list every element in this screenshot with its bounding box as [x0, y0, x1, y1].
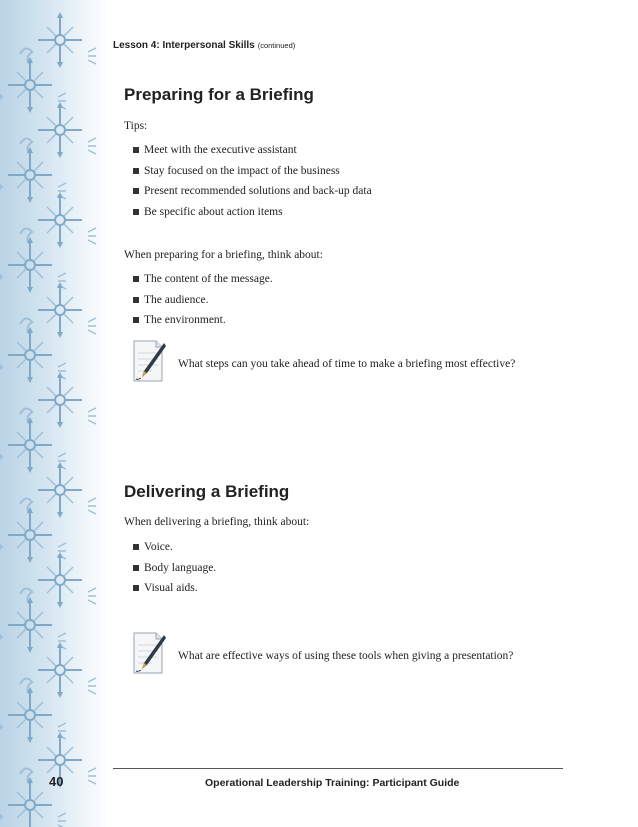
- footer-title: Operational Leadership Training: Participant Guide: [205, 777, 460, 789]
- list-item: The environment.: [133, 313, 273, 334]
- delivering-list: [133, 540, 216, 602]
- lesson-title: Lesson 4: Interpersonal Skills: [113, 40, 255, 51]
- list-item: Voice.: [133, 540, 216, 561]
- list-item: The audience.: [133, 293, 273, 314]
- section-title-preparing: Preparing for a Briefing: [124, 85, 314, 104]
- footer-divider: [113, 768, 563, 769]
- list-item: The content of the message.: [133, 272, 273, 293]
- pen-and-paper-icon: [132, 339, 166, 383]
- tips-list: [133, 143, 372, 225]
- list-item: Be specific about action items: [133, 205, 372, 226]
- section-title-delivering: Delivering a Briefing: [124, 482, 290, 501]
- prep-list: [133, 272, 273, 334]
- list-item: Meet with the executive assistant: [133, 143, 372, 164]
- tips-label: Tips:: [124, 120, 148, 132]
- reflection-note: [132, 339, 572, 387]
- compass-motif-icon: [0, 0, 110, 827]
- list-item: Body language.: [133, 561, 216, 582]
- prep-intro: When preparing for a briefing, think about:: [124, 249, 323, 261]
- running-header: [113, 40, 295, 51]
- pen-and-paper-icon: [132, 631, 166, 675]
- list-item: Visual aids.: [133, 581, 216, 602]
- reflection-note: [132, 631, 572, 679]
- list-item: Present recommended solutions and back-up data: [133, 184, 372, 205]
- note-question: What are effective ways of using these tools when giving a presentation?: [178, 650, 514, 662]
- continued-label: (continued): [257, 41, 296, 50]
- delivering-intro: When delivering a briefing, think about:: [124, 516, 310, 528]
- list-item: Stay focused on the impact of the business: [133, 164, 372, 185]
- decorative-sidebar: [0, 0, 110, 827]
- note-question: What steps can you take ahead of time to make a briefing most effective?: [178, 358, 516, 370]
- page-number: 40: [49, 774, 64, 789]
